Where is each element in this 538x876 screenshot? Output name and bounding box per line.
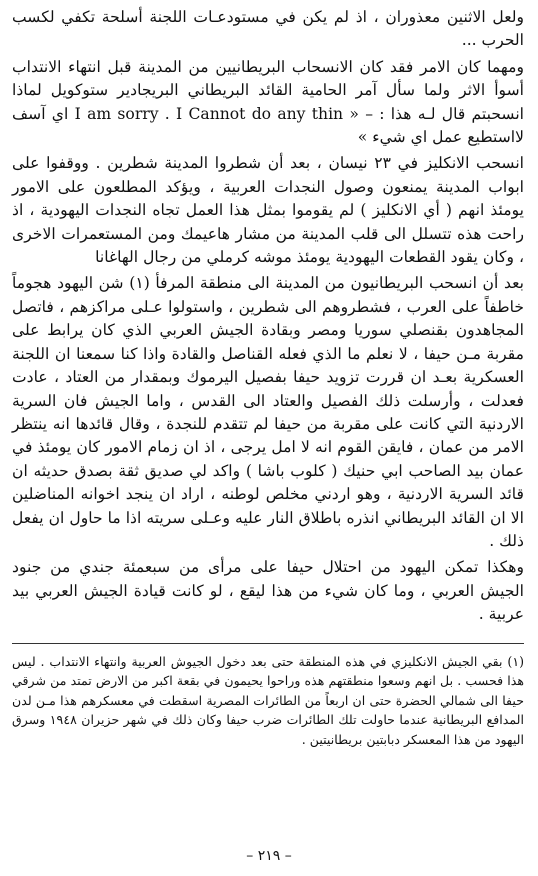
footnote-divider (12, 643, 524, 644)
paragraph-1: ولعل الاثنين معذوران ، اذ لم يكن في مستودعـات اللجنة أسلحة تكفي لكسب الحرب ... (12, 8, 524, 50)
footnotes (12, 652, 524, 750)
paragraph-2 (12, 56, 524, 150)
paragraph-4: بعد أن انسحب البريطانيون من المدينة الى منطقة المرفأ (١) شن اليهود هجوماً خاطفاً على العرب ، فشطروهم الى شطرين ، واستولوا عـلى مراكزهم ، فاتصل المجاهدون بقنصلي سوريا ومصر وبقادة الجيش العربي الذي كان يرابط على مقربة مـن حيفا ، لا نعلم ما الذي فعله القناصل والقادة واذا كنا سمعنا ان اللجنة العسكرية بعـد ان قررت تزويد حيفا بفصيل اليرموك وبمقدار من العتاد ، عادت فعدلت ، وأرسلت ذلك الفصيل والعتاد الى القدس ، واما الجيش فان السرية الاردنية التي كانت على مقربة من حيفا لم تتقدم للنجدة ، وقال قائدها انه ينتظر الامر من عمان ، فايقن القوم انه لا امل يرجى ، اذ ان زمام الامور كان يومئذ في عمان بيد الصاحب ابي حنيك ( كلوب باشا ) واكد لي صديق ثقة بصدق حديثه ان قائد السرية الاردنية ، وهو اردني مخلص لوطنه ، اراد ان ينجد اخوانه المناضلين الا ان القائد البريطاني انذره باطلاق النار عليه وعـلى سريته اذا ما حاول ان يفعل ذلك . (12, 274, 524, 550)
paragraph-5: وهكذا تمكن اليهود من احتلال حيفا على مرأى من سبعمئة جندي من جنود الجيش العربي ، وما كان شيء من هذا ليقع ، لو كانت قيادة الجيش العربي بيد عربية . (12, 558, 524, 624)
main-text (12, 6, 524, 627)
quote-translation: اي آسف لااستطيع عمل اي شيء » (12, 104, 524, 147)
page-number: – ٢١٩ – (246, 848, 292, 864)
english-quote: I am sorry . I Cannot do any thin (74, 104, 344, 123)
paragraph-2-text: ومهما كان الامر فقد كان الانسحاب البريطانيين من المدينة قبل انتهاء الانتداب أسوأ الاثر ولما سأل آمر الحامية القائد البريطاني البريجادير ستوكويل لماذا انسحبتم قال لـه هذا : – « (12, 57, 524, 123)
paragraph-3: انسحب الانكليز في ٢٣ نيسان ، بعد أن شطروا المدينة شطرين . ووقفوا على ابواب المدينة يمنعون وصول النجدات العربية ، ويؤكد المطلعون على الامور يومئذ انهم ( أي الانكليز ) لم يقوموا بمثل هذا العمل تجاه النجدات اليهودية ، اذ راحت هذه تتسلل الى قلب المدينة من مشار هاعيمك ومن المستعمرات الاخرى ، وكان يقود القطعات اليهودية يومئذ موشه كرملي من رجال الهاغانا (12, 154, 524, 267)
footnote-1: (١) بقي الجيش الانكليزي في هذه المنطقة حتى بعد دخول الجيوش العربية وانتهاء الانتداب . ليس هذا فحسب . بل انهم وسعوا منطقتهم هذه وراحوا يحيمون في بقعة اكبر من الارض تمتد من شرقي حيفا الى شمالي الحضرة حتى ان اربعاً من الطائرات المصرية اسقطت في معسكرهم هذا مـن لدن المدافع البريطانية عندما حاولت تلك الطائرات ضرب حيفا وكان ذلك في شهر حزيران ١٩٤٨ وسرق اليهود من هذا المعسكر دبابتين بريطانيتين . (12, 653, 525, 747)
